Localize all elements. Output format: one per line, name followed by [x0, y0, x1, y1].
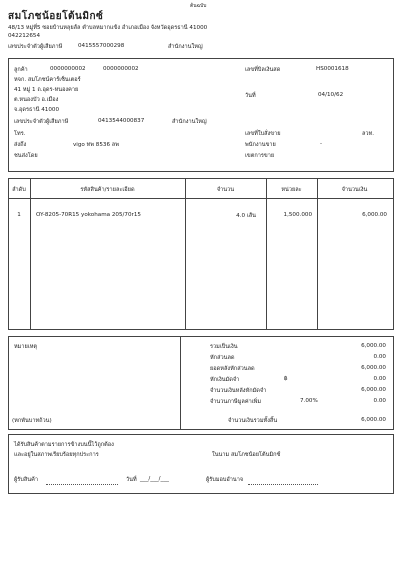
doc-area-label: เขตการขาย [245, 153, 275, 159]
col-divider [266, 178, 267, 329]
grand-total-value: 6,000.00 [361, 417, 386, 423]
receiver-signature-line [46, 484, 118, 485]
items-table [8, 178, 394, 330]
deposit-mark: ฿ [284, 376, 288, 382]
table-header-divider [8, 198, 393, 199]
vat-label: จำนวนภาษีมูลค่าเพิ่ม [210, 399, 262, 405]
customer-name: หจก. สมโภชน์คาร์เซ็นเตอร์ [14, 77, 81, 83]
subtotal-value: 6,000.00 [361, 343, 386, 349]
receiver-label: ผู้รับสินค้า [14, 477, 38, 483]
th-no: ลำดับ [12, 187, 26, 193]
row-qty: 4.0 เส้น [236, 213, 256, 219]
doc-ref-right: ลวท. [362, 131, 375, 137]
col-divider [30, 178, 31, 329]
on-behalf: ในนาม สมโภชน้อยโต้นมิกซ์ [212, 452, 281, 458]
doc-salesman-value: - [320, 141, 323, 147]
deposit-label: หักเงินมัดจำ [210, 377, 240, 383]
receive-date-blank: ___/___/___ [140, 476, 169, 482]
customer-ship-label: ส่งถึง [14, 142, 27, 148]
row-amount: 6,000.00 [362, 212, 387, 218]
remark-label: หมายเหตุ [14, 344, 38, 350]
after-deposit-value: 6,000.00 [361, 387, 386, 393]
company-name: สมโภชน้อยโต้นมิกซ์ [8, 11, 104, 22]
col-divider [185, 178, 186, 329]
deposit-value: 0.00 [373, 376, 386, 382]
col-divider [317, 178, 318, 329]
doc-number-label: เลขที่บิลเงินสด [245, 67, 281, 73]
customer-address-2: ต.หนองบัว อ.เมือง [14, 97, 59, 103]
receive-date-label: วันที่ [126, 477, 137, 483]
customer-tax-label: เลขประจำตัวผู้เสียภาษี [14, 119, 69, 125]
doc-date: 04/10/62 [318, 92, 344, 98]
company-tax-label: เลขประจำตัวผู้เสียภาษี [8, 44, 63, 50]
authorized-signature-line [248, 484, 318, 485]
after-deposit-label: จำนวนเงินหลังหักมัดจำ [210, 388, 267, 394]
customer-branch: สำนักงานใหญ่ [172, 119, 207, 125]
vat-value: 0.00 [373, 398, 386, 404]
customer-address-1: 41 หมู่ 1 ถ.อุดร-หนองคาย [14, 87, 79, 93]
row-description: OY-8205-70R15 yokohama 205/70r15 [36, 212, 141, 218]
discount-value: 0.00 [373, 354, 386, 360]
company-address: 48/13 หมู่ที่5 ซอยบ้านหลุยส์ล ตำบลหมากแข้ง อำเภอเมือง จังหวัดอุดรธานี 41000 [8, 25, 208, 31]
subtotal-label: รวมเป็นเงิน [210, 344, 238, 350]
th-qty: จำนวน [216, 187, 235, 193]
company-branch: สำนักงานใหญ่ [168, 44, 203, 50]
doc-date-label: วันที่ [245, 93, 256, 99]
customer-code-1: 0000000002 [50, 66, 86, 72]
authorized-label: ผู้รับมอบอำนาจ [206, 477, 244, 483]
company-tax-id: 0415557000298 [78, 43, 125, 49]
vat-rate: 7.00% [300, 398, 318, 404]
company-phone: 042212654 [8, 33, 41, 39]
row-no: 1 [17, 212, 21, 218]
after-discount-label: ยอดหลังหักส่วนลด [210, 366, 255, 372]
customer-carrier-label: ชนส่งโดย [14, 153, 38, 159]
th-unit-price: หน่วยละ [281, 187, 302, 193]
discount-label: หักส่วนลด [210, 355, 235, 361]
customer-ship-value: vigo ทพ 8536 ลพ [73, 142, 119, 148]
customer-phone-label: โทร. [14, 131, 26, 137]
received-note-1: ได้รับสินค้าตามรายการข้างบนนี้ไว้ถูกต้อง [14, 442, 114, 448]
customer-address-3: จ.อุดรธานี 41000 [14, 107, 60, 113]
summary-box [8, 336, 394, 430]
amount-in-words: (หกพันบาทถ้วน) [12, 418, 52, 424]
customer-code-label: ลูกค้า [14, 67, 28, 73]
doc-number: HS0001618 [316, 66, 349, 72]
original-mark: ต้นฉบับ [190, 3, 207, 9]
received-note-2: และอยู่ในสภาพเรียบร้อยทุกประการ [14, 452, 99, 458]
th-amount: จำนวนเงิน [341, 187, 368, 193]
customer-tax-id: 0413544000837 [98, 118, 145, 124]
summary-divider [180, 336, 181, 429]
doc-ref-label: เลขที่ใบสั่งขาย [245, 131, 281, 137]
customer-code-2: 0000000002 [103, 66, 139, 72]
grand-total-label: จำนวนเงินรวมทั้งสิ้น [228, 418, 278, 424]
row-unit-price: 1,500.000 [283, 212, 312, 218]
th-description: รหัสสินค้า/รายละเอียด [80, 187, 135, 193]
after-discount-value: 6,000.00 [361, 365, 386, 371]
doc-salesman-label: พนักงานขาย [245, 142, 276, 148]
